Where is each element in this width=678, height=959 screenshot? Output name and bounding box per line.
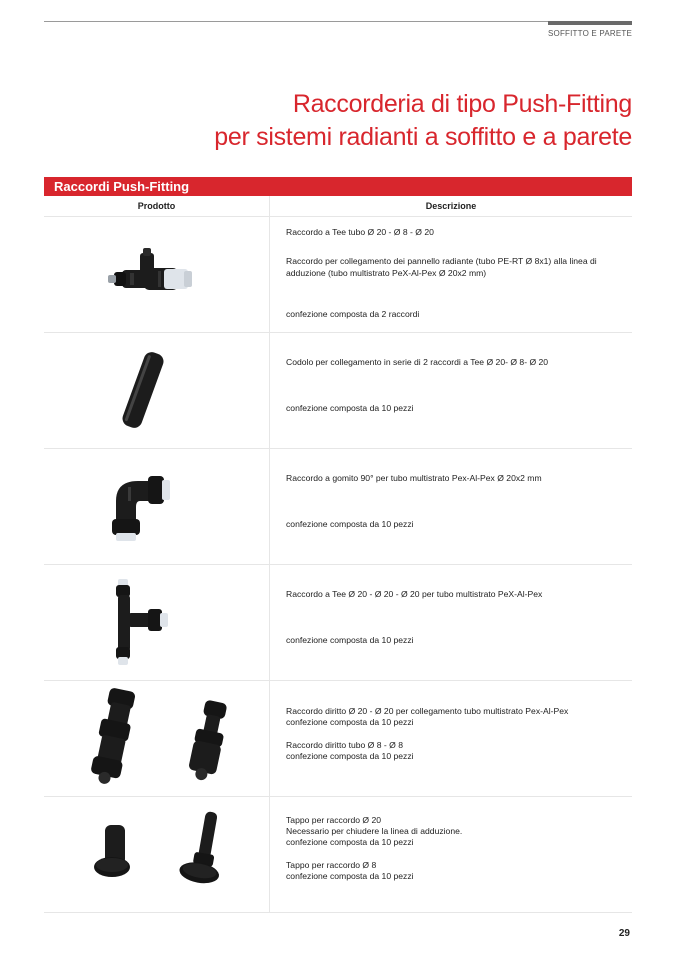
product-image-cell: [44, 333, 270, 448]
connector-pipe-photo: [44, 333, 269, 448]
description-line: Tappo per raccordo Ø 20: [286, 815, 382, 825]
description-line: Tappo per raccordo Ø 8: [286, 860, 377, 870]
description-line: Raccordo a Tee tubo Ø 20 - Ø 8 - Ø 20: [286, 227, 434, 237]
elbow-fitting-photo: [44, 449, 269, 564]
straight-couplings-photo: [44, 681, 269, 796]
product-image-cell: [44, 449, 270, 564]
column-header-description: Descrizione: [425, 201, 477, 211]
description-line: confezione composta da 10 pezzi: [286, 717, 414, 727]
tee-fitting-photo: [44, 217, 269, 332]
description-line: confezione composta da 10 pezzi: [286, 871, 414, 881]
description-line: Raccordo a Tee Ø 20 - Ø 20 - Ø 20 per tubo multistrato PeX-Al-Pex: [286, 589, 543, 599]
product-table: [44, 177, 632, 913]
table-row: [44, 217, 632, 333]
description-cell: [270, 217, 632, 332]
header-rule: [44, 21, 632, 22]
header-tab-marker: [548, 21, 632, 25]
product-image-cell: [44, 565, 270, 680]
description-cell: [270, 681, 632, 796]
description-line: Raccordo per collegamento dei pannello radiante (tubo PE-RT Ø 8x1) alla linea di adduzione (tubo multistrato PeX-Al-Pex Ø 20x2 mm): [286, 256, 597, 278]
description-line: confezione composta da 10 pezzi: [286, 403, 414, 413]
table-row: [44, 333, 632, 449]
description-cell: [270, 565, 632, 680]
page-title-line-2: per sistemi radianti a soffitto e a parete: [214, 123, 632, 151]
page-number: 29: [618, 928, 630, 939]
description-line: Necessario per chiudere la linea di adduzione.: [286, 826, 463, 836]
description-line: Raccordo diritto tubo Ø 8 - Ø 8: [286, 740, 404, 750]
section-label: SOFFITTO E PARETE: [547, 29, 632, 38]
table-row: [44, 797, 632, 913]
end-caps-photo: [44, 797, 269, 912]
description-line: confezione composta da 10 pezzi: [286, 751, 414, 761]
description-cell: [270, 449, 632, 564]
description-line: confezione composta da 10 pezzi: [286, 519, 414, 529]
equal-tee-photo: [44, 565, 269, 680]
description-line: Raccordo diritto Ø 20 - Ø 20 per collegamento tubo multistrato Pex-Al-Pex: [286, 706, 569, 716]
table-row: [44, 449, 632, 565]
table-column-headers: [44, 196, 632, 217]
description-line: Codolo per collegamento in serie di 2 raccordi a Tee Ø 20- Ø 8- Ø 20: [286, 357, 549, 367]
description-cell: [270, 333, 632, 448]
description-line: confezione composta da 10 pezzi: [286, 635, 414, 645]
table-heading: Raccordi Push-Fitting: [44, 177, 632, 196]
description-line: confezione composta da 2 raccordi: [286, 309, 420, 319]
page-title: [214, 88, 632, 154]
description-line: Raccordo a gomito 90° per tubo multistrato Pex-Al-Pex Ø 20x2 mm: [286, 473, 542, 483]
product-image-cell: [44, 217, 270, 332]
product-image-cell: [44, 797, 270, 912]
table-row: [44, 565, 632, 681]
column-header-product: Prodotto: [44, 196, 270, 216]
description-cell: [270, 797, 632, 912]
table-row: [44, 681, 632, 797]
page-title-line-1: Raccorderia di tipo Push-Fitting: [292, 90, 632, 118]
description-line: confezione composta da 10 pezzi: [286, 837, 414, 847]
product-image-cell: [44, 681, 270, 796]
